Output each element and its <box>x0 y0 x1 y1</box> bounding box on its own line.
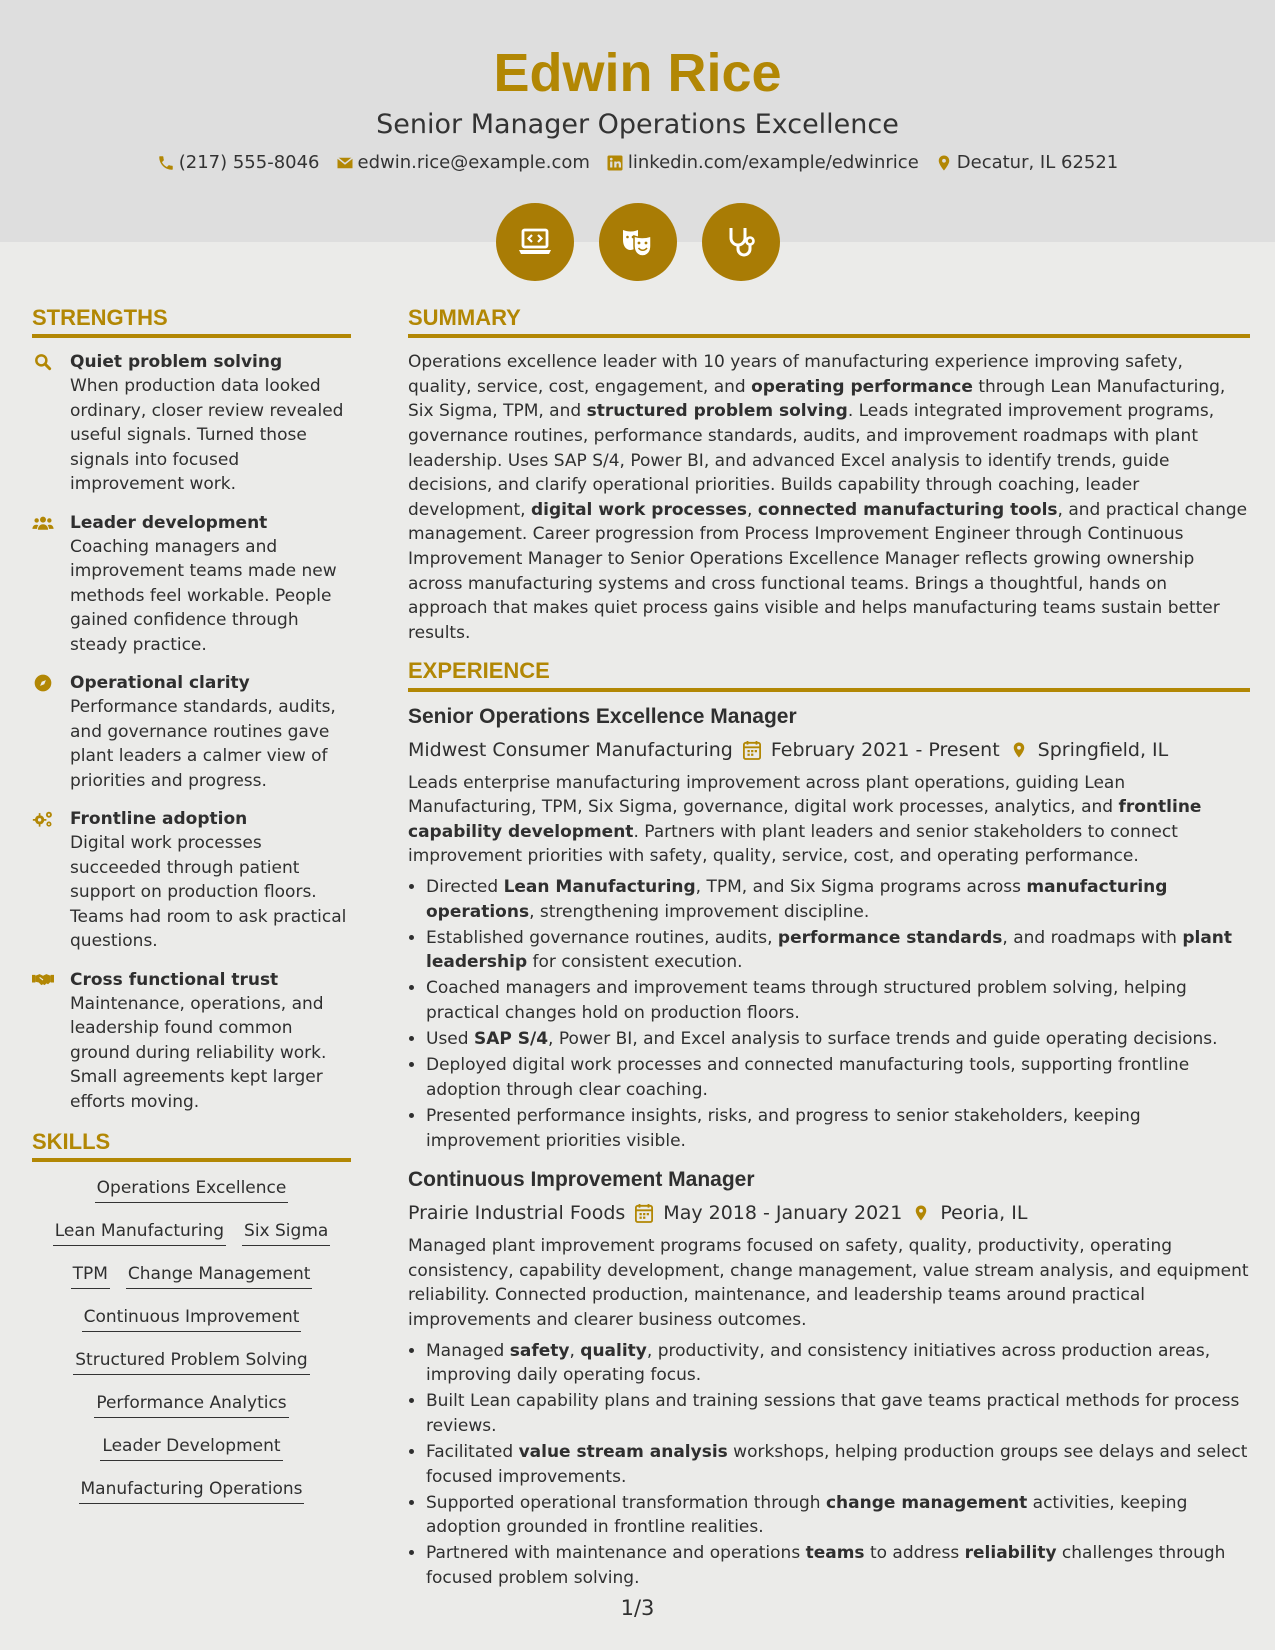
job-bullets <box>408 1339 1250 1591</box>
job-bullet: • Managed safety, quality, productivity, and consistency initiatives across production areas, improving daily operating focus. <box>426 1339 1250 1388</box>
job-title: Senior Operations Excellence Manager <box>408 704 797 728</box>
strength-item <box>32 350 351 497</box>
strength-desc: Maintenance, operations, and leadership found common ground during reliability work. Small agreements kept larger efforts moving. <box>70 993 327 1112</box>
skill-row <box>32 1176 351 1203</box>
users-icon <box>32 511 70 658</box>
strength-item <box>32 807 351 954</box>
job-dates: February 2021 - Present <box>770 738 1000 761</box>
strength-desc: Coaching managers and improvement teams made new methods feel workable. People gained confidence through steady practice. <box>70 536 337 655</box>
location-text: Decatur, IL 62521 <box>956 152 1119 173</box>
job-location: Peoria, IL <box>940 1202 1028 1225</box>
job-bullet: • Deployed digital work processes and connected manufacturing tools, supporting frontline adoption through clear coaching. <box>426 1053 1250 1102</box>
calendar-icon <box>743 740 761 760</box>
skill-row <box>32 1219 351 1246</box>
page-number: 1/3 <box>620 1596 655 1620</box>
linkedin-text: linkedin.com/example/edwinrice <box>627 152 919 173</box>
skill-row <box>32 1434 351 1461</box>
job-bullets <box>408 875 1250 1153</box>
handshake-icon <box>32 968 70 1115</box>
experience-heading: EXPERIENCE <box>408 659 1250 691</box>
stethoscope-icon <box>702 203 780 281</box>
strength-desc: Digital work processes succeeded through patient support on production floors. Teams had room to ask practical questions. <box>70 833 347 952</box>
skill-row <box>32 1305 351 1332</box>
experience-list <box>408 704 1250 1591</box>
job-location: Springfield, IL <box>1037 738 1169 761</box>
strengths-list <box>32 350 351 1114</box>
left-column <box>32 306 351 1520</box>
skill-tag: Performance Analytics <box>94 1391 288 1418</box>
theater-masks-icon <box>599 203 677 281</box>
job-summary: Leads enterprise manufacturing improvement across plant operations, guiding Lean Manufacturing, TPM, Six Sigma, governance, digital work processes, analytics, and frontline capability development. Partners with plant leaders and senior stakeholders to connect improvement priorities with safety, quality, service, cost, and operating performance. <box>408 772 1202 867</box>
strengths-heading: STRENGTHS <box>32 306 351 338</box>
phone-text: (217) 555-8046 <box>178 152 320 173</box>
contact-linkedin[interactable] <box>606 152 919 173</box>
job-bullet: • Facilitated value stream analysis workshops, helping production groups see delays and select focused improvements. <box>426 1440 1250 1489</box>
strength-item <box>32 968 351 1115</box>
skill-tag: Leader Development <box>100 1434 282 1461</box>
right-column <box>408 306 1250 1592</box>
map-pin-icon <box>912 1203 930 1223</box>
laptop-code-icon <box>496 203 574 281</box>
skill-tag: Operations Excellence <box>95 1176 289 1203</box>
contact-location <box>935 152 1119 173</box>
phone-icon <box>157 154 175 172</box>
strength-title: Leader development <box>70 512 268 533</box>
job-bullet: • Established governance routines, audits, performance standards, and roadmaps with plant leadership for consistent execution. <box>426 926 1250 975</box>
skill-row <box>32 1262 351 1289</box>
job-bullet: • Built Lean capability plans and training sessions that gave teams practical methods for process reviews. <box>426 1389 1250 1438</box>
interest-badges <box>0 203 1275 281</box>
job-entry <box>408 1167 1250 1591</box>
job-company: Prairie Industrial Foods <box>408 1202 626 1225</box>
skill-tag: Structured Problem Solving <box>73 1348 309 1375</box>
envelope-icon <box>336 154 354 172</box>
skill-tag: Change Management <box>126 1262 312 1289</box>
strength-title: Cross functional trust <box>70 969 279 990</box>
strength-item <box>32 671 351 793</box>
map-pin-icon <box>935 154 953 172</box>
skill-tag: Lean Manufacturing <box>53 1219 226 1246</box>
strength-desc: When production data looked ordinary, closer review revealed useful signals. Turned those signals into focused improvement work. <box>70 376 344 495</box>
skill-tag: TPM <box>71 1262 110 1289</box>
contact-email[interactable] <box>336 152 590 173</box>
job-bullet: • Directed Lean Manufacturing, TPM, and Six Sigma programs across manufacturing operations, strengthening improvement discipline. <box>426 875 1250 924</box>
job-meta <box>408 1202 1250 1224</box>
strength-desc: Performance standards, audits, and governance routines gave plant leaders a calmer view of priorities and progress. <box>70 697 336 791</box>
contact-phone <box>157 152 320 173</box>
contact-bar <box>0 152 1275 173</box>
job-bullet: • Supported operational transformation through change management activities, keeping adoption grounded in frontline realities. <box>426 1491 1250 1540</box>
skills-list <box>32 1174 351 1504</box>
skill-row <box>32 1477 351 1504</box>
job-dates: May 2018 - January 2021 <box>663 1202 903 1225</box>
strength-title: Operational clarity <box>70 673 250 694</box>
job-bullet: • Used SAP S/4, Power BI, and Excel analysis to surface trends and guide operating decisions. <box>426 1027 1250 1052</box>
job-meta <box>408 739 1250 761</box>
job-summary: Managed plant improvement programs focused on safety, quality, productivity, operating consistency, capability development, change management, value stream analysis, and equipment reliability. Connected production, maintenance, and leadership teams around practical improvements and clearer business outcomes. <box>408 1236 1249 1331</box>
calendar-icon <box>635 1203 653 1223</box>
strength-item <box>32 511 351 658</box>
skill-tag: Manufacturing Operations <box>79 1477 305 1504</box>
skill-tag: Six Sigma <box>242 1219 330 1246</box>
skill-row <box>32 1391 351 1418</box>
cogs-icon <box>32 807 70 954</box>
candidate-title: Senior Manager Operations Excellence <box>376 109 899 140</box>
email-text: edwin.rice@example.com <box>357 152 590 173</box>
summary-heading: SUMMARY <box>408 306 1250 338</box>
compass-icon <box>32 671 70 793</box>
job-bullet: • Presented performance insights, risks, and progress to senior stakeholders, keeping improvement priorities visible. <box>426 1104 1250 1153</box>
skills-heading: SKILLS <box>32 1130 351 1162</box>
skill-row <box>32 1348 351 1375</box>
job-entry <box>408 704 1250 1154</box>
job-bullet: • Partnered with maintenance and operations teams to address reliability challenges through focused problem solving. <box>426 1541 1250 1590</box>
map-pin-icon <box>1010 740 1028 760</box>
job-bullet: • Coached managers and improvement teams through structured problem solving, helping practical changes hold on production floors. <box>426 976 1250 1025</box>
summary-text: Operations excellence leader with 10 years of manufacturing experience improving safety, quality, service, cost, engagement, and operating performance through Lean Manufacturing, Six Sigma, TPM, and structured problem solving. Leads integrated improvement programs, governance routines, performance standards, audits, and improvement roadmaps with plant leadership. Uses SAP S/4, Power BI, and advanced Excel analysis to identify trends, guide decisions, and clarify operational priorities. Builds capability through coaching, leader development, digital work processes, connected manufacturing tools, and practical change management. Career progression from Process Improvement Engineer through Continuous Improvement Manager to Senior Operations Excellence Manager reflects growing ownership across manufacturing systems and cross functional teams. Brings a thoughtful, hands on approach that makes quiet process gains visible and helps manufacturing teams sustain better results. <box>408 352 1248 643</box>
job-title: Continuous Improvement Manager <box>408 1168 755 1192</box>
skill-tag: Continuous Improvement <box>82 1305 302 1332</box>
strength-title: Quiet problem solving <box>70 352 283 373</box>
job-company: Midwest Consumer Manufacturing <box>408 738 733 761</box>
candidate-name: Edwin Rice <box>493 43 782 103</box>
linkedin-icon <box>606 154 624 172</box>
strength-title: Frontline adoption <box>70 809 248 830</box>
search-icon <box>32 350 70 497</box>
